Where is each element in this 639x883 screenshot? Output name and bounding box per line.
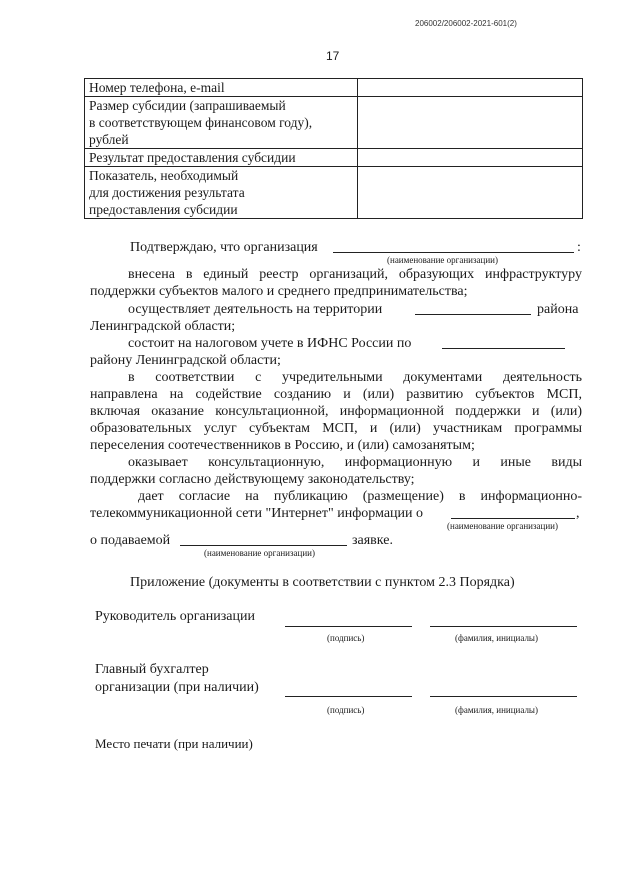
application-org-caption: (наименование организации) <box>204 548 315 558</box>
table-cell-value <box>358 149 583 167</box>
info-table <box>84 78 583 219</box>
ifns-line[interactable] <box>442 348 565 349</box>
para3-line1: состоит на налоговом учете в ИФНС России по <box>128 336 412 351</box>
head-name-line[interactable] <box>430 626 577 627</box>
accountant-name-line[interactable] <box>430 696 577 697</box>
accountant-signature-line[interactable] <box>285 696 412 697</box>
label-line: рублей <box>89 132 129 147</box>
table-cell-label <box>85 79 358 97</box>
para4-line2: направлена на содействие созданию и (или) развитию субъектов МСП, <box>90 387 582 402</box>
info-org-caption: (наименование организации) <box>447 521 558 531</box>
table-cell-value <box>358 79 583 97</box>
org-name-line[interactable] <box>333 252 574 253</box>
para2-line2: Ленинградской области; <box>90 319 236 334</box>
para6-line2: телекоммуникационной сети "Интернет" информации о <box>90 506 424 521</box>
para2-line1: осуществляет деятельность на территории <box>128 302 383 317</box>
accountant-label-line1: Главный бухгалтер <box>95 662 209 677</box>
accountant-sign-caption: (подпись) <box>327 705 365 715</box>
table-cell-label <box>85 167 358 219</box>
info-org-line[interactable] <box>451 518 575 519</box>
label-line: Показатель, необходимый <box>89 168 239 183</box>
para1-line2: поддержки субъектов малого и среднего предпринимательства; <box>90 284 468 299</box>
territory-line[interactable] <box>415 314 531 315</box>
table-cell-value <box>358 97 583 149</box>
table-row <box>85 167 583 219</box>
label-line: Размер субсидии (запрашиваемый <box>89 98 286 113</box>
table-row <box>85 97 583 149</box>
para2-after: района <box>537 302 579 317</box>
head-sign-caption: (подпись) <box>327 633 365 643</box>
para5-line1: оказывает консультационную, информационную и иные виды <box>128 455 582 470</box>
table-row <box>85 79 583 97</box>
head-label: Руководитель организации <box>95 609 255 624</box>
accountant-name-caption: (фамилия, инициалы) <box>455 705 538 715</box>
label-line: в соответствующем финансовом году), <box>89 115 313 130</box>
para3-line2: району Ленинградской области; <box>90 353 281 368</box>
table-cell-label <box>85 97 358 149</box>
table-cell-value <box>358 167 583 219</box>
confirm-text: Подтверждаю, что организация <box>130 240 318 255</box>
para4-line4: образовательных услуг субъектам МСП, и (или) участникам программы <box>90 421 582 436</box>
label-line: для достижения результата <box>89 185 245 200</box>
accountant-label-line2: организации (при наличии) <box>95 680 259 695</box>
org-name-caption: (наименование организации) <box>387 255 498 265</box>
application-org-line[interactable] <box>180 545 347 546</box>
para4-line3: включая оказание консультационной, информационной поддержки и (или) <box>90 404 582 419</box>
head-signature-line[interactable] <box>285 626 412 627</box>
page-number: 17 <box>326 49 340 63</box>
para4-line5: переселения соотечественников в Россию, и (или) самозанятым; <box>90 438 475 453</box>
table-cell-label <box>85 149 358 167</box>
para7-before: о подаваемой <box>90 533 171 548</box>
para6-line1: дает согласие на публикацию (размещение) в информационно- <box>138 489 582 504</box>
para5-line2: поддержки согласно действующему законодательству; <box>90 472 415 487</box>
para4-line1: в соответствии с учредительными документами деятельность <box>128 370 582 385</box>
label-line: предоставления субсидии <box>89 202 238 217</box>
document-id: 206002/206002-2021-601(2) <box>415 19 517 28</box>
para1-line1: внесена в единый реестр организаций, образующих инфраструктуру <box>128 267 582 282</box>
appendix-line: Приложение (документы в соответствии с пунктом 2.3 Порядка) <box>130 575 515 590</box>
para7-after: заявке. <box>352 533 393 548</box>
table-row <box>85 149 583 167</box>
confirm-colon: : <box>577 240 581 255</box>
head-name-caption: (фамилия, инициалы) <box>455 633 538 643</box>
para6-comma: , <box>576 506 580 521</box>
label-line: Номер телефона, e-mail <box>89 80 225 95</box>
stamp-place: Место печати (при наличии) <box>95 736 253 751</box>
label-line: Результат предоставления субсидии <box>89 150 296 165</box>
